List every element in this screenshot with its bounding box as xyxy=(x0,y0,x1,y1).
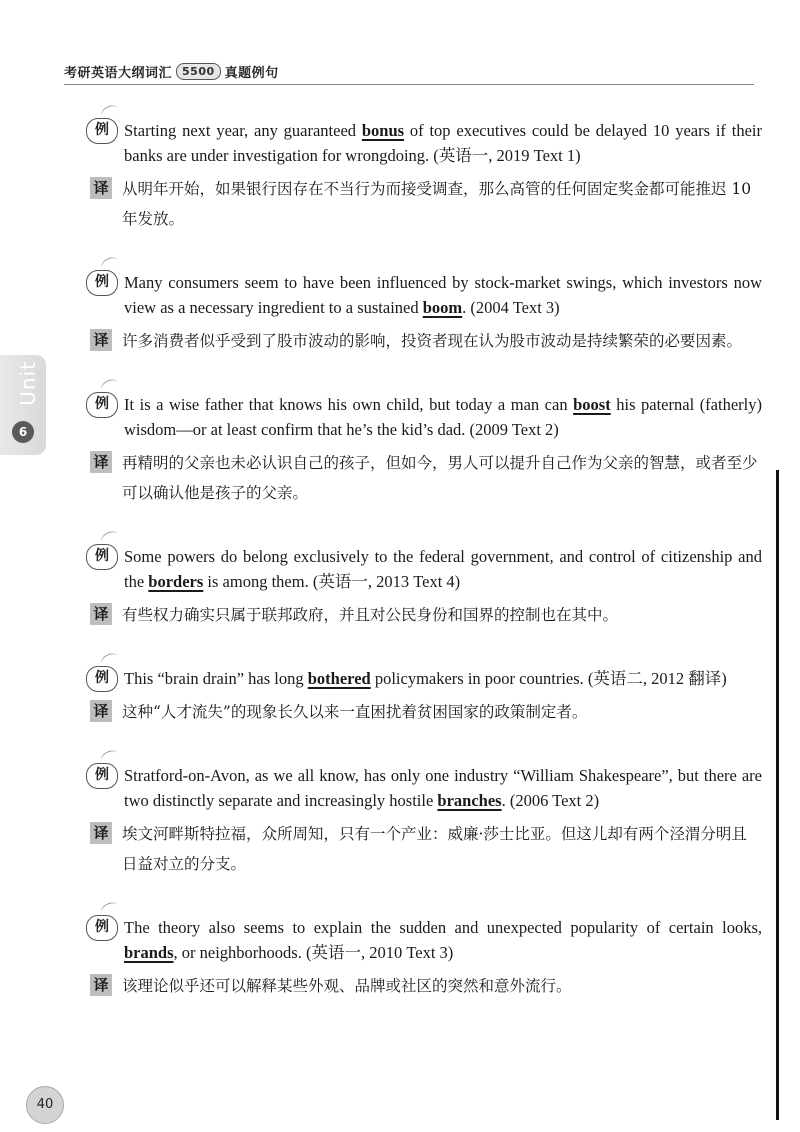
sentence-text: This “brain drain” has long xyxy=(124,669,308,688)
english-sentence xyxy=(86,915,762,965)
translation-text: 从明年开始，如果银行因存在不当行为而接受调查，那么高管的任何固定奖金都可能推迟 10 年发放。 xyxy=(122,180,752,228)
header-title-suffix: 真题例句 xyxy=(224,66,279,81)
page-number: 40 xyxy=(26,1086,64,1124)
chinese-translation xyxy=(86,448,762,508)
keyword: boom xyxy=(422,298,463,317)
sentence-text: policymakers in poor countries. (英语二, 2012 翻译) xyxy=(370,669,727,688)
sentence-text: , or neighborhoods. (英语一, 2010 Text 3) xyxy=(173,943,454,962)
translation-icon: 译 xyxy=(90,603,112,625)
keyword: bothered xyxy=(307,669,371,688)
example-entry xyxy=(86,544,762,630)
example-icon: 例 xyxy=(86,270,118,296)
example-entry xyxy=(86,392,762,508)
header-title-prefix: 考研英语大纲词汇 xyxy=(64,66,173,81)
translation-text: 有些权力确实只属于联邦政府，并且对公民身份和国界的控制也在其中。 xyxy=(122,606,619,624)
translation-icon: 译 xyxy=(90,329,112,351)
english-sentence xyxy=(86,666,762,691)
translation-icon: 译 xyxy=(90,177,112,199)
keyword: branches xyxy=(437,791,502,810)
sentence-text: is among them. (英语一, 2013 Text 4) xyxy=(203,572,461,591)
example-entry xyxy=(86,915,762,1001)
translation-text: 埃文河畔斯特拉福，众所周知，只有一个产业：威廉·莎士比亚。但这儿却有两个泾渭分明且日益对立的分支。 xyxy=(122,825,747,873)
sentence-text: Many consumers seem to have been influenced by stock-market swings, which investors now view as a necessary ingredient to a sustained xyxy=(124,273,762,317)
example-icon: 例 xyxy=(86,666,118,692)
english-sentence xyxy=(86,270,762,320)
chinese-translation xyxy=(86,174,762,234)
example-entry xyxy=(86,763,762,879)
chinese-translation xyxy=(86,600,762,630)
example-icon: 例 xyxy=(86,763,118,789)
sentence-text: Some powers do belong exclusively to the federal government, and control of citizenship and the xyxy=(124,547,762,591)
sentence-text: . (2006 Text 2) xyxy=(501,791,600,810)
example-list xyxy=(86,118,762,1037)
translation-icon: 译 xyxy=(90,974,112,996)
translation-text: 这种“人才流失”的现象长久以来一直困扰着贫困国家的政策制定者。 xyxy=(122,703,588,721)
example-entry xyxy=(86,666,762,727)
translation-icon: 译 xyxy=(90,700,112,722)
example-icon: 例 xyxy=(86,118,118,144)
sentence-text: his paternal (fatherly) wisdom—or at least confirm that he’s the kid’s dad. (2009 Text 2) xyxy=(124,395,762,439)
running-header xyxy=(64,62,279,81)
example-icon: 例 xyxy=(86,915,118,941)
keyword: boost xyxy=(573,395,611,414)
english-sentence xyxy=(86,392,762,442)
english-sentence xyxy=(86,118,762,168)
sentence-text: . (2004 Text 3) xyxy=(462,298,560,317)
unit-label: Unit xyxy=(16,361,40,406)
chinese-translation xyxy=(86,819,762,879)
keyword: bonus xyxy=(361,121,405,140)
sentence-text: of top executives could be delayed 10 years if their banks are under investigation for wrongdoing. (英语一, 2019 Text 1) xyxy=(124,121,762,165)
chinese-translation xyxy=(86,326,762,356)
translation-text: 该理论似乎还可以解释某些外观、品牌或社区的突然和意外流行。 xyxy=(122,977,572,995)
example-icon: 例 xyxy=(86,544,118,570)
keyword: borders xyxy=(148,572,204,591)
header-rule xyxy=(64,84,754,85)
example-icon: 例 xyxy=(86,392,118,418)
unit-number: 6 xyxy=(12,421,34,443)
sentence-text: Starting next year, any guaranteed xyxy=(124,121,362,140)
chinese-translation xyxy=(86,697,762,727)
page-edge-bar xyxy=(776,470,779,1120)
keyword: brands xyxy=(124,943,174,962)
header-badge: 5500 xyxy=(176,63,221,80)
translation-text: 再精明的父亲也未必认识自己的孩子，但如今，男人可以提升自己作为父亲的智慧，或者至少可以确认他是孩子的父亲。 xyxy=(122,454,758,502)
translation-icon: 译 xyxy=(90,451,112,473)
translation-text: 许多消费者似乎受到了股市波动的影响，投资者现在认为股市波动是持续繁荣的必要因素。 xyxy=(122,332,743,350)
sentence-text: It is a wise father that knows his own child, but today a man can xyxy=(124,395,574,414)
example-entry xyxy=(86,270,762,356)
unit-tab xyxy=(0,355,46,455)
chinese-translation xyxy=(86,971,762,1001)
sentence-text: Stratford-on-Avon, as we all know, has only one industry “William Shakespeare”, but there are two distinctly separate and increasingly hostile xyxy=(124,766,762,810)
sentence-text: The theory also seems to explain the sudden and unexpected popularity of certain looks, xyxy=(124,918,762,937)
translation-icon: 译 xyxy=(90,822,112,844)
english-sentence xyxy=(86,544,762,594)
example-entry xyxy=(86,118,762,234)
english-sentence xyxy=(86,763,762,813)
